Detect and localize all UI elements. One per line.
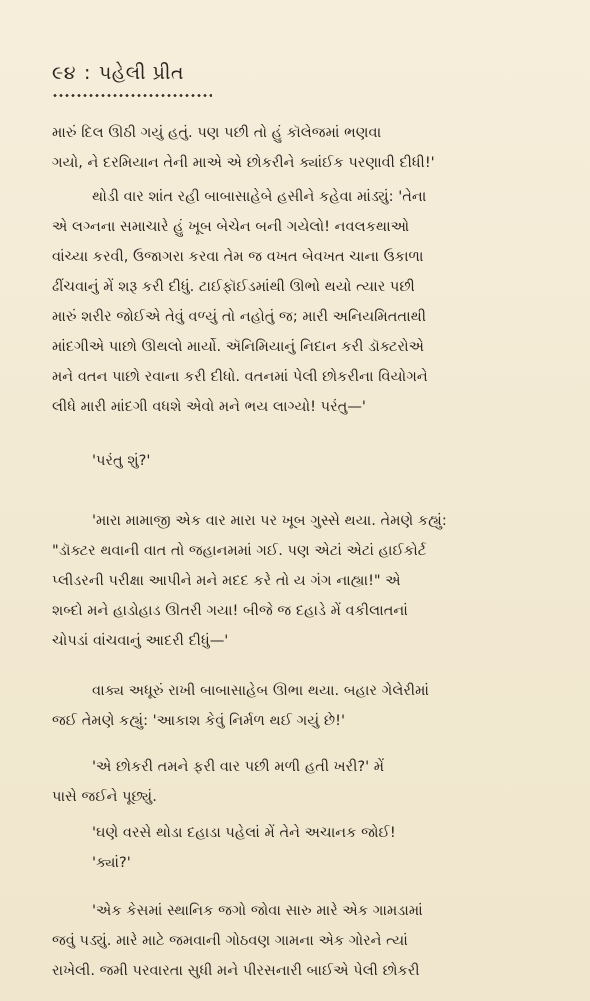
paragraph-2 [52, 182, 546, 422]
text-line: રાખેલી. જમી પરવારતા સુધી મને પીરસનારી બાઈએ પેલી છોકરી [52, 962, 420, 979]
text-line: પ્લીડરની પરીક્ષા આપીને મને મદદ કરે તો ય ગંગ નાહ્યા!" એ [52, 572, 401, 589]
dialogue-line: 'પરંતુ શું?' [92, 452, 151, 469]
text-line: જવું પડ્યું. મારે માટે જમવાની ગોઠવણ ગામના એક ગોરને ત્યાં [52, 932, 408, 949]
text-line: 'એક કેસમાં સ્થાનિક જગો જોવા સારુ મારે એક ગામડામાં [92, 902, 423, 919]
text-line: 'મારા મામાજી એક વાર મારા પર ખૂબ ગુસ્સે થયા. તેમણે કહ્યું: [92, 512, 447, 529]
text-line: ગયો, ને દરમિયાન તેની માએ એ છોકરીને ક્યાંઈક પરણાવી દીધી!' [52, 154, 435, 171]
text-line: જઈ તેમણે કહ્યું: 'આકાશ કેવું નિર્મળ થઈ ગયું છે!' [52, 712, 346, 729]
paragraph-4 [52, 676, 546, 736]
paragraph-5 [52, 752, 546, 812]
text-line: એ લગ્નના સમાચારે હું ખૂબ બેચેન બની ગયેલો! નવલકથાઓ [52, 218, 410, 235]
text-line: 'એ છોકરી તમને ફરી વાર પછી મળી હતી ખરી?' મેં [92, 758, 385, 775]
paragraph-7 [52, 896, 546, 986]
text-line: ઢીંચવાનું મેં શરૂ કરી દીધું. ટાઈફૉઈડમાંથી ઊભો થયો ત્યાર પછી [52, 278, 415, 295]
text-line: થોડી વાર શાંત રહી બાબાસાહેબે હસીને કહેવા માંડ્યું: 'તેના [92, 188, 427, 205]
header-separator: : [84, 62, 91, 84]
paragraph-1 [52, 118, 546, 178]
page-header [52, 62, 184, 84]
text-line: શબ્દો મને હાડોહાડ ઊતરી ગયા! બીજે જ દહાડે મેં વકીલાતનાં [52, 602, 408, 619]
dialogue-line: 'ઘણે વરસે થોડા દહાડા પહેલાં મેં તેને અચાનક જોઈ! [92, 824, 396, 841]
text-line: વાંચ્યા કરવી, ઉજાગરા કરવા તેમ જ વખત બેવખત ચાના ઉકાળા [52, 248, 424, 265]
text-line: મારું દિલ ઊઠી ગયું હતું. પણ પછી તો હું કૉલેજમાં ભણવા [52, 124, 382, 141]
text-line: પાસે જઈને પૂછ્યું. [52, 788, 157, 805]
text-line: મને વતન પાછો રવાના કરી દીધો. વતનમાં પેલી છોકરીના વિયોગને [52, 368, 428, 385]
paragraph-3 [52, 506, 546, 656]
dialogue-line: 'ક્યાં?' [92, 854, 131, 871]
text-line: માંદગીએ પાછો ઊથલો માર્યો. ઍનિમિયાનું નિદાન કરી ડૉક્ટરોએ [52, 338, 425, 355]
text-line: "ડૉક્ટર થવાની વાત તો જહાનમમાં ગઈ. પણ એટાં એટાં હાઈકોર્ટ [52, 542, 427, 559]
text-line: મારું શરીર જોઈએ તેવું વળ્યું તો નહોતું જ; મારી અનિયમિતતાથી [52, 308, 427, 325]
page-number: ૯૪ [52, 62, 77, 84]
chapter-title: પહેલી પ્રીત [98, 62, 184, 84]
dotted-rule [52, 93, 212, 98]
text-line: ચોપડાં વાંચવાનું આદરી દીધું—' [52, 632, 229, 649]
text-line: લીધે મારી માંદગી વધશે એવો મને ભય લાગ્યો! પરંતુ—' [52, 398, 366, 415]
text-line: વાક્ય અધૂરું રાખી બાબાસાહેબ ઊભા થયા. બહાર ગેલેરીમાં [92, 682, 429, 699]
